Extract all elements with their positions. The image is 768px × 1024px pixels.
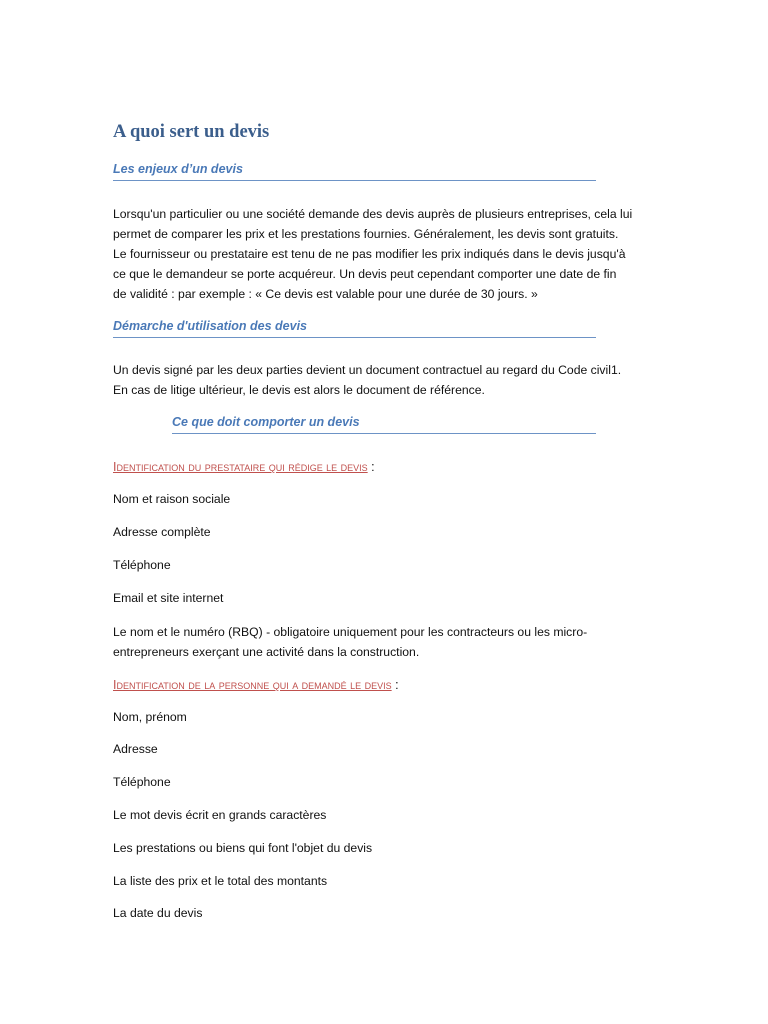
paragraph-enjeux xyxy=(113,204,633,304)
paragraph-line: de validité : par exemple : « Ce devis est valable pour une durée de 30 jours. » xyxy=(113,287,538,301)
list-item: Le mot devis écrit en grands caractères xyxy=(113,808,327,822)
subsection-heading-suffix: : xyxy=(367,460,375,474)
paragraph-line: entrepreneurs exerçant une activité dans la construction. xyxy=(113,645,420,659)
paragraph-line: Un devis signé par les deux parties devient un document contractuel au regard du Code civil1. xyxy=(113,363,622,377)
list-item: Téléphone xyxy=(113,558,171,572)
paragraph-line: Le fournisseur ou prestataire est tenu de ne pas modifier les prix indiqués dans le devis jusqu'à xyxy=(113,247,626,261)
subsection-heading-text: Identification de la personne qui a demandé le devis xyxy=(113,678,392,692)
section-heading-demarche: Démarche d'utilisation des devis xyxy=(113,319,596,338)
paragraph-line: Le nom et le numéro (RBQ) - obligatoire uniquement pour les contracteurs ou les micro- xyxy=(113,625,588,639)
section-heading-contenu: Ce que doit comporter un devis xyxy=(172,415,596,434)
paragraph-line: En cas de litige ultérieur, le devis est alors le document de référence. xyxy=(113,383,485,397)
subsection-heading-suffix: : xyxy=(391,678,399,692)
list-item: Nom, prénom xyxy=(113,710,187,724)
subsection-heading-demandeur xyxy=(113,678,399,692)
list-item: Téléphone xyxy=(113,775,171,789)
list-item: Email et site internet xyxy=(113,591,224,605)
paragraph-line: ce que le demandeur se porte acquéreur. Un devis peut cependant comporter une date de fin xyxy=(113,267,617,281)
subsection-heading-text: Identification du prestataire qui rédige le devis xyxy=(113,460,368,474)
list-item: La liste des prix et le total des montants xyxy=(113,874,328,888)
section-heading-enjeux: Les enjeux d’un devis xyxy=(113,162,596,181)
list-item: Adresse xyxy=(113,742,158,756)
list-item: La date du devis xyxy=(113,906,203,920)
paragraph-demarche xyxy=(113,360,633,400)
paragraph-line: permet de comparer les prix et les prestations fournies. Généralement, les devis sont gratuits. xyxy=(113,227,619,241)
list-item: Adresse complète xyxy=(113,525,211,539)
subsection-heading-prestataire xyxy=(113,460,375,474)
list-item: Les prestations ou biens qui font l'objet du devis xyxy=(113,841,373,855)
list-item: Nom et raison sociale xyxy=(113,492,231,506)
page-title: A quoi sert un devis xyxy=(113,122,270,142)
paragraph-rbq-note xyxy=(113,622,633,662)
paragraph-line: Lorsqu'un particulier ou une société demande des devis auprès de plusieurs entreprises, cela lui xyxy=(113,207,633,221)
